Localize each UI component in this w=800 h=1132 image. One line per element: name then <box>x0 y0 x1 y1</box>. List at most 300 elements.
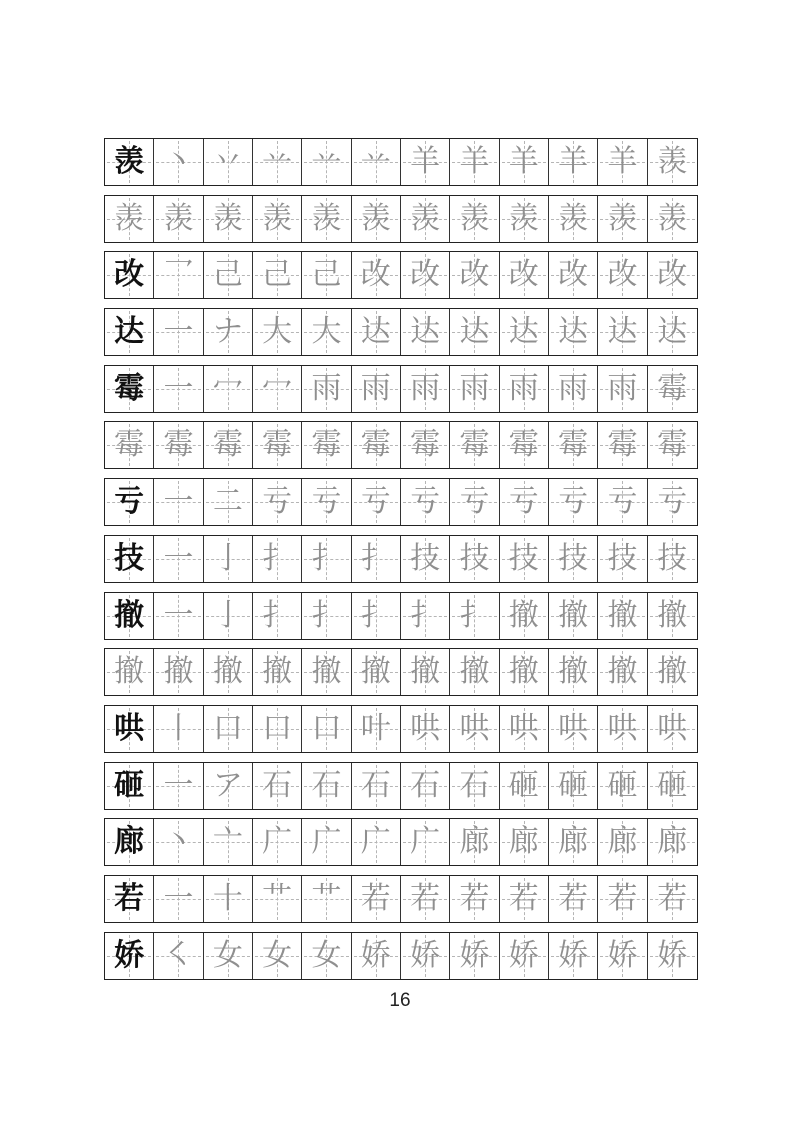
stroke-step-character: 冖 <box>262 370 293 406</box>
stroke-step-character: 己 <box>212 257 243 293</box>
stroke-step-character: 撤 <box>657 597 688 633</box>
stroke-order-cell <box>598 422 647 468</box>
stroke-step-character: 哄 <box>410 710 441 746</box>
stroke-step-character: 撤 <box>558 654 589 690</box>
stroke-order-cell <box>549 139 598 185</box>
stroke-step-character: 撤 <box>262 654 293 690</box>
stroke-step-character: 达 <box>558 314 589 350</box>
stroke-step-character: 撤 <box>459 654 490 690</box>
stroke-step-character: 达 <box>607 314 638 350</box>
stroke-step-character: 口 <box>262 710 293 746</box>
stroke-order-cell <box>450 139 499 185</box>
stroke-order-cell <box>549 366 598 412</box>
stroke-step-character: 雨 <box>360 370 391 406</box>
stroke-order-cell <box>253 933 302 979</box>
stroke-order-cell <box>401 309 450 355</box>
stroke-step-character: 一 <box>163 370 194 406</box>
stroke-order-cell <box>598 252 647 298</box>
stroke-order-cell <box>204 763 253 809</box>
stroke-order-cell <box>154 252 203 298</box>
model-character-cell <box>105 139 154 185</box>
stroke-step-character: 改 <box>607 257 638 293</box>
stroke-order-cell <box>302 422 351 468</box>
stroke-order-cell <box>352 252 401 298</box>
stroke-order-cell <box>302 252 351 298</box>
stroke-step-character: 艹 <box>311 880 342 916</box>
stroke-step-character: 艹 <box>262 880 293 916</box>
stroke-order-cell <box>154 933 203 979</box>
stroke-order-cell <box>549 309 598 355</box>
stroke-step-character: 改 <box>657 257 688 293</box>
stroke-step-character: 霉 <box>163 427 194 463</box>
stroke-step-character: 羡 <box>262 200 293 236</box>
stroke-order-cell <box>401 593 450 639</box>
stroke-order-cell <box>450 536 499 582</box>
stroke-order-cell <box>253 593 302 639</box>
stroke-order-cell <box>450 763 499 809</box>
stroke-order-cell <box>450 479 499 525</box>
model-character: 达 <box>114 314 145 350</box>
stroke-step-character: 技 <box>607 540 638 576</box>
stroke-order-cell <box>598 479 647 525</box>
stroke-order-cell <box>598 593 647 639</box>
stroke-step-character: 雨 <box>311 370 342 406</box>
stroke-step-character: 雨 <box>459 370 490 406</box>
stroke-step-character: 羡 <box>360 200 391 236</box>
stroke-order-cell <box>154 366 203 412</box>
model-character-cell <box>105 819 154 865</box>
model-character-cell <box>105 309 154 355</box>
stroke-step-character: ナ <box>212 314 243 350</box>
stroke-step-character: 撤 <box>410 654 441 690</box>
stroke-order-cell <box>450 876 499 922</box>
stroke-step-character: 石 <box>410 767 441 803</box>
stroke-order-cell <box>352 706 401 752</box>
stroke-step-character: 羡 <box>558 200 589 236</box>
practice-grid <box>104 138 698 988</box>
stroke-order-cell <box>450 196 499 242</box>
stroke-order-cell <box>253 819 302 865</box>
practice-row <box>104 762 698 810</box>
stroke-step-character: 霉 <box>262 427 293 463</box>
model-character-cell <box>105 252 154 298</box>
model-character: 羡 <box>114 144 145 179</box>
stroke-step-character: 叶 <box>360 710 391 746</box>
stroke-order-cell <box>401 819 450 865</box>
stroke-step-character: 一 <box>163 484 194 520</box>
stroke-order-cell <box>648 536 697 582</box>
model-character: 羡 <box>114 200 145 236</box>
stroke-step-character: 扌 <box>311 540 342 576</box>
stroke-order-cell <box>598 876 647 922</box>
stroke-order-cell <box>154 593 203 639</box>
stroke-step-character: 娇 <box>508 937 539 973</box>
stroke-step-character: 亏 <box>410 484 441 520</box>
model-character-cell <box>105 876 154 922</box>
stroke-step-character: 丷 <box>212 144 243 179</box>
stroke-order-cell <box>204 422 253 468</box>
stroke-step-character: 廊 <box>657 824 688 860</box>
model-character: 改 <box>114 257 145 293</box>
stroke-order-cell <box>450 649 499 695</box>
stroke-step-character: 扌 <box>410 597 441 633</box>
stroke-step-character: 亏 <box>262 484 293 520</box>
stroke-step-character: 雨 <box>558 370 589 406</box>
stroke-step-character: 扌 <box>360 540 391 576</box>
stroke-order-cell <box>500 649 549 695</box>
stroke-order-cell <box>401 252 450 298</box>
stroke-step-character: ア <box>212 767 243 803</box>
stroke-order-cell <box>648 309 697 355</box>
stroke-order-cell <box>401 422 450 468</box>
model-character-cell <box>105 422 154 468</box>
stroke-order-cell <box>648 196 697 242</box>
stroke-step-character: 廊 <box>459 824 490 860</box>
stroke-step-character: 亏 <box>607 484 638 520</box>
stroke-order-cell <box>500 422 549 468</box>
stroke-order-cell <box>549 196 598 242</box>
stroke-order-cell <box>648 139 697 185</box>
stroke-order-cell <box>302 139 351 185</box>
stroke-order-cell <box>154 422 203 468</box>
practice-row <box>104 932 698 980</box>
stroke-step-character: 羊 <box>508 144 539 179</box>
stroke-order-cell <box>204 196 253 242</box>
stroke-order-cell <box>352 366 401 412</box>
stroke-order-cell <box>549 706 598 752</box>
stroke-step-character: 娇 <box>410 937 441 973</box>
stroke-step-character: 亏 <box>657 484 688 520</box>
stroke-step-character: 哄 <box>607 710 638 746</box>
stroke-order-cell <box>500 819 549 865</box>
stroke-order-cell <box>549 876 598 922</box>
stroke-order-cell <box>401 139 450 185</box>
model-character-cell <box>105 593 154 639</box>
stroke-step-character: 羡 <box>311 200 342 236</box>
stroke-step-character: 口 <box>311 710 342 746</box>
stroke-step-character: 己 <box>262 257 293 293</box>
stroke-order-cell <box>253 139 302 185</box>
stroke-step-character: 亏 <box>360 484 391 520</box>
stroke-order-cell <box>549 536 598 582</box>
stroke-order-cell <box>598 933 647 979</box>
stroke-step-character: 砸 <box>607 767 638 803</box>
model-character: 撤 <box>114 654 145 690</box>
stroke-step-character: 羡 <box>410 200 441 236</box>
stroke-order-cell <box>648 422 697 468</box>
stroke-step-character: 技 <box>508 540 539 576</box>
stroke-order-cell <box>154 649 203 695</box>
model-character-cell <box>105 933 154 979</box>
stroke-step-character: 撤 <box>311 654 342 690</box>
stroke-order-cell <box>302 763 351 809</box>
stroke-step-character: 霉 <box>508 427 539 463</box>
stroke-order-cell <box>648 706 697 752</box>
stroke-order-cell <box>500 366 549 412</box>
stroke-step-character: 若 <box>410 880 441 916</box>
stroke-order-cell <box>648 252 697 298</box>
stroke-order-cell <box>204 649 253 695</box>
stroke-step-character: 䒑 <box>311 144 342 179</box>
stroke-order-cell <box>598 819 647 865</box>
stroke-step-character: 撤 <box>607 654 638 690</box>
stroke-step-character: 石 <box>262 767 293 803</box>
stroke-order-cell <box>598 139 647 185</box>
stroke-order-cell <box>549 252 598 298</box>
stroke-order-cell <box>500 933 549 979</box>
stroke-order-cell <box>154 819 203 865</box>
stroke-step-character: 廊 <box>558 824 589 860</box>
stroke-step-character: 技 <box>459 540 490 576</box>
practice-row <box>104 251 698 299</box>
stroke-order-cell <box>253 706 302 752</box>
stroke-order-cell <box>401 536 450 582</box>
stroke-step-character: 亏 <box>311 484 342 520</box>
stroke-step-character: 口 <box>212 710 243 746</box>
stroke-order-cell <box>450 933 499 979</box>
stroke-step-character: 亠 <box>212 824 243 860</box>
stroke-order-cell <box>500 309 549 355</box>
stroke-step-character: 亏 <box>558 484 589 520</box>
stroke-order-cell <box>648 763 697 809</box>
model-character-cell <box>105 649 154 695</box>
stroke-step-character: 娇 <box>657 937 688 973</box>
stroke-order-cell <box>352 933 401 979</box>
stroke-order-cell <box>598 536 647 582</box>
stroke-order-cell <box>154 876 203 922</box>
stroke-step-character: 撤 <box>508 597 539 633</box>
stroke-step-character: 撤 <box>508 654 539 690</box>
stroke-step-character: 一 <box>163 767 194 803</box>
stroke-step-character: 扌 <box>262 540 293 576</box>
stroke-order-cell <box>302 366 351 412</box>
stroke-order-cell <box>154 706 203 752</box>
stroke-order-cell <box>253 252 302 298</box>
model-character: 砸 <box>114 767 145 803</box>
stroke-step-character: 扌 <box>459 597 490 633</box>
stroke-order-cell <box>204 366 253 412</box>
practice-row <box>104 365 698 413</box>
practice-row <box>104 592 698 640</box>
stroke-step-character: 羡 <box>607 200 638 236</box>
stroke-order-cell <box>204 933 253 979</box>
stroke-step-character: 霉 <box>657 427 688 463</box>
stroke-order-cell <box>302 593 351 639</box>
stroke-order-cell <box>204 139 253 185</box>
stroke-order-cell <box>500 252 549 298</box>
stroke-order-cell <box>648 366 697 412</box>
stroke-step-character: 羊 <box>607 144 638 179</box>
stroke-step-character: 技 <box>558 540 589 576</box>
stroke-order-cell <box>154 139 203 185</box>
stroke-step-character: 撤 <box>558 597 589 633</box>
stroke-step-character: 改 <box>410 257 441 293</box>
stroke-step-character: 大 <box>311 314 342 350</box>
stroke-order-cell <box>598 196 647 242</box>
stroke-order-cell <box>302 706 351 752</box>
stroke-order-cell <box>500 763 549 809</box>
stroke-order-cell <box>450 819 499 865</box>
stroke-order-cell <box>500 479 549 525</box>
stroke-order-cell <box>401 876 450 922</box>
stroke-order-cell <box>401 933 450 979</box>
stroke-order-cell <box>204 706 253 752</box>
stroke-step-character: 丶 <box>163 144 194 179</box>
stroke-order-cell <box>352 593 401 639</box>
stroke-order-cell <box>154 536 203 582</box>
stroke-step-character: 扌 <box>262 597 293 633</box>
stroke-order-cell <box>401 649 450 695</box>
stroke-order-cell <box>352 479 401 525</box>
stroke-order-cell <box>450 593 499 639</box>
stroke-step-character: 羊 <box>558 144 589 179</box>
stroke-step-character: 哄 <box>558 710 589 746</box>
model-character: 霉 <box>114 370 145 406</box>
stroke-step-character: 己 <box>311 257 342 293</box>
stroke-order-cell <box>204 479 253 525</box>
stroke-step-character: 丶 <box>163 824 194 860</box>
stroke-step-character: 达 <box>459 314 490 350</box>
stroke-step-character: 砸 <box>657 767 688 803</box>
stroke-step-character: 羡 <box>657 144 688 179</box>
stroke-step-character: 一 <box>163 597 194 633</box>
stroke-step-character: 一 <box>163 880 194 916</box>
stroke-order-cell <box>549 479 598 525</box>
stroke-order-cell <box>204 876 253 922</box>
stroke-order-cell <box>302 876 351 922</box>
stroke-order-cell <box>302 309 351 355</box>
stroke-step-character: 乛 <box>163 257 194 293</box>
stroke-step-character: 羊 <box>459 144 490 179</box>
stroke-order-cell <box>549 933 598 979</box>
stroke-order-cell <box>154 309 203 355</box>
stroke-order-cell <box>648 479 697 525</box>
stroke-order-cell <box>253 479 302 525</box>
stroke-order-cell <box>500 536 549 582</box>
practice-row <box>104 648 698 696</box>
stroke-order-cell <box>253 196 302 242</box>
stroke-order-cell <box>401 706 450 752</box>
stroke-order-cell <box>352 876 401 922</box>
model-character-cell <box>105 706 154 752</box>
stroke-step-character: 撤 <box>360 654 391 690</box>
stroke-order-cell <box>204 309 253 355</box>
stroke-order-cell <box>302 819 351 865</box>
practice-row <box>104 478 698 526</box>
stroke-step-character: 霉 <box>360 427 391 463</box>
stroke-step-character: 石 <box>459 767 490 803</box>
stroke-order-cell <box>598 763 647 809</box>
stroke-step-character: 石 <box>360 767 391 803</box>
stroke-step-character: 女 <box>262 937 293 973</box>
stroke-step-character: 亏 <box>508 484 539 520</box>
stroke-step-character: 霉 <box>459 427 490 463</box>
stroke-order-cell <box>204 593 253 639</box>
stroke-order-cell <box>352 819 401 865</box>
stroke-order-cell <box>302 536 351 582</box>
stroke-step-character: 丨 <box>163 710 194 746</box>
stroke-step-character: 霉 <box>410 427 441 463</box>
stroke-step-character: 若 <box>657 880 688 916</box>
stroke-order-cell <box>204 536 253 582</box>
stroke-order-cell <box>648 593 697 639</box>
stroke-order-cell <box>302 933 351 979</box>
stroke-step-character: 若 <box>607 880 638 916</box>
stroke-step-character: 石 <box>311 767 342 803</box>
stroke-order-cell <box>500 706 549 752</box>
model-character: 若 <box>114 880 145 916</box>
stroke-order-cell <box>253 763 302 809</box>
stroke-step-character: 䒑 <box>262 144 293 179</box>
stroke-order-cell <box>302 196 351 242</box>
stroke-step-character: 羡 <box>508 200 539 236</box>
stroke-step-character: 砸 <box>508 767 539 803</box>
stroke-step-character: 达 <box>360 314 391 350</box>
stroke-order-cell <box>352 196 401 242</box>
model-character-cell <box>105 196 154 242</box>
stroke-step-character: 娇 <box>360 937 391 973</box>
stroke-order-cell <box>450 706 499 752</box>
stroke-step-character: 改 <box>558 257 589 293</box>
stroke-order-cell <box>253 309 302 355</box>
stroke-order-cell <box>648 819 697 865</box>
stroke-order-cell <box>598 649 647 695</box>
practice-row <box>104 308 698 356</box>
stroke-step-character: 改 <box>508 257 539 293</box>
stroke-step-character: 广 <box>410 824 441 860</box>
page-number: 16 <box>389 990 411 1011</box>
stroke-step-character: 大 <box>262 314 293 350</box>
stroke-step-character: 娇 <box>558 937 589 973</box>
stroke-order-cell <box>352 139 401 185</box>
stroke-step-character: 撤 <box>212 654 243 690</box>
stroke-step-character: 若 <box>459 880 490 916</box>
stroke-order-cell <box>598 309 647 355</box>
stroke-order-cell <box>648 933 697 979</box>
stroke-order-cell <box>450 252 499 298</box>
stroke-step-character: 广 <box>360 824 391 860</box>
stroke-order-cell <box>549 819 598 865</box>
stroke-step-character: 哄 <box>459 710 490 746</box>
stroke-order-cell <box>549 649 598 695</box>
stroke-step-character: 羡 <box>163 200 194 236</box>
model-character: 撤 <box>114 597 145 633</box>
stroke-order-cell <box>401 763 450 809</box>
stroke-order-cell <box>302 649 351 695</box>
practice-row <box>104 535 698 583</box>
stroke-step-character: 撤 <box>163 654 194 690</box>
stroke-step-character: 娇 <box>459 937 490 973</box>
model-character: 哄 <box>114 710 145 746</box>
model-character: 娇 <box>114 937 145 973</box>
stroke-order-cell <box>352 649 401 695</box>
stroke-step-character: 若 <box>508 880 539 916</box>
stroke-step-character: 女 <box>212 937 243 973</box>
stroke-step-character: 霉 <box>558 427 589 463</box>
stroke-order-cell <box>598 366 647 412</box>
stroke-step-character: 亅 <box>212 597 243 633</box>
stroke-step-character: 扌 <box>311 597 342 633</box>
stroke-order-cell <box>450 309 499 355</box>
stroke-step-character: 撤 <box>657 654 688 690</box>
stroke-step-character: 羊 <box>410 144 441 179</box>
practice-row <box>104 195 698 243</box>
stroke-order-cell <box>648 876 697 922</box>
stroke-step-character: 一 <box>163 540 194 576</box>
model-character-cell <box>105 366 154 412</box>
stroke-order-cell <box>253 876 302 922</box>
stroke-step-character: 撤 <box>607 597 638 633</box>
